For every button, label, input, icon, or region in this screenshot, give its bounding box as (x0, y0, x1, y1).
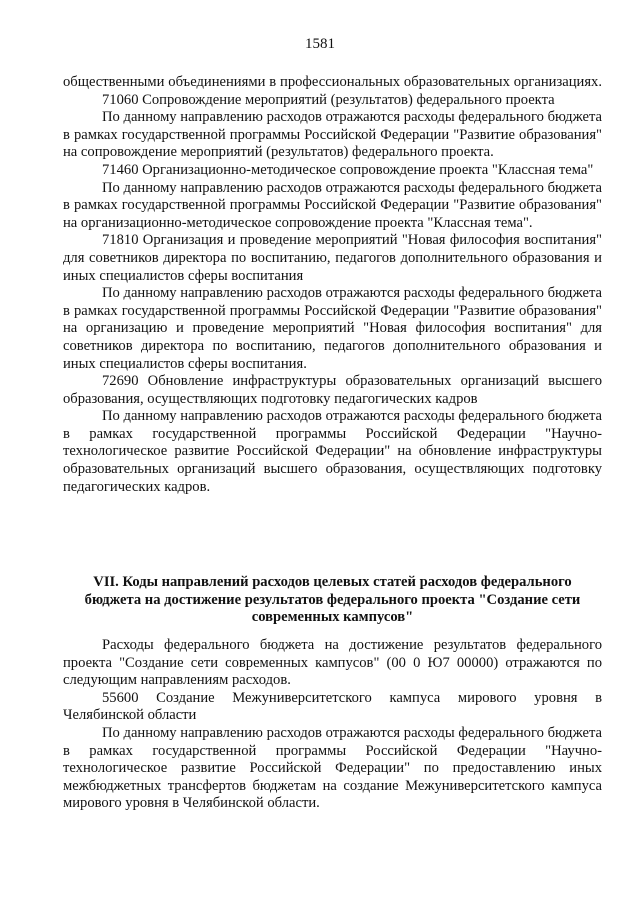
code-71460-title: 71460 Организационно-методическое сопровождение проекта "Классная тема" (102, 161, 594, 178)
section-heading (63, 574, 602, 627)
code-72690-description: По данному направлению расходов отражаются расходы федерального бюджета в рамках государственной программы Российской Федерации "Научно-технологическое развитие Российской Федерации" на обновление инфраструктуры образовательных организаций высшего образования, осуществляющих подготовку педагогических кадров. (63, 408, 602, 495)
section-heading-line: VII. Коды направлений расходов целевых статей расходов федерального (93, 574, 572, 590)
code-71810-description: По данному направлению расходов отражаются расходы федерального бюджета в рамках государственной программы Российской Федерации "Развитие образования" на организацию и проведение мероприятий "Новая философия воспитания" для советников директора по воспитанию, педагогов дополнительного образования и иных специалистов сферы воспитания. (63, 285, 602, 372)
code-71810-title: 71810 Организация и проведение мероприятий "Новая философия воспитания" для советников директора по воспитанию, педагогов дополнительного образования и иных специалистов сферы воспитания (63, 232, 602, 284)
section-intro: Расходы федерального бюджета на достижение результатов федерального проекта "Создание сети современных кампусов" (00 0 Ю7 00000) отражаются по следующим направлениям расходов. (63, 637, 602, 689)
page-number: 1581 (305, 36, 335, 52)
section-heading-line: бюджета на достижение результатов федерального проекта "Создание сети (84, 591, 581, 608)
code-71060-title: 71060 Сопровождение мероприятий (результатов) федерального проекта (102, 91, 555, 108)
code-72690-title: 72690 Обновление инфраструктуры образовательных организаций высшего образования, осуществляющих подготовку педагогических кадров (63, 373, 602, 407)
code-55600-description: По данному направлению расходов отражаются расходы федерального бюджета в рамках государственной программы Российской Федерации "Научно-технологическое развитие Российской Федерации" по предоставлению иных межбюджетных трансфертов бюджетам на создание Межуниверситетского кампуса мирового уровня в Челябинской области. (63, 724, 602, 812)
body-text-top (63, 74, 602, 496)
code-55600-title: 55600 Создание Межуниверситетского кампуса мирового уровня в Челябинской области (63, 689, 602, 724)
section-heading-line: современных кампусов" (251, 609, 414, 626)
paragraph-continuation: общественными объединениями в профессиональных образовательных организациях. (63, 74, 602, 90)
code-71460-description: По данному направлению расходов отражаются расходы федерального бюджета в рамках государственной программы Российской Федерации "Развитие образования" на организационно-методическое сопровождение проекта "Классная тема". (63, 179, 602, 231)
code-71060-description: По данному направлению расходов отражаются расходы федерального бюджета в рамках государственной программы Российской Федерации "Развитие образования" на сопровождение мероприятий (результатов) федерального проекта. (63, 109, 602, 161)
body-text-bottom (63, 637, 602, 813)
